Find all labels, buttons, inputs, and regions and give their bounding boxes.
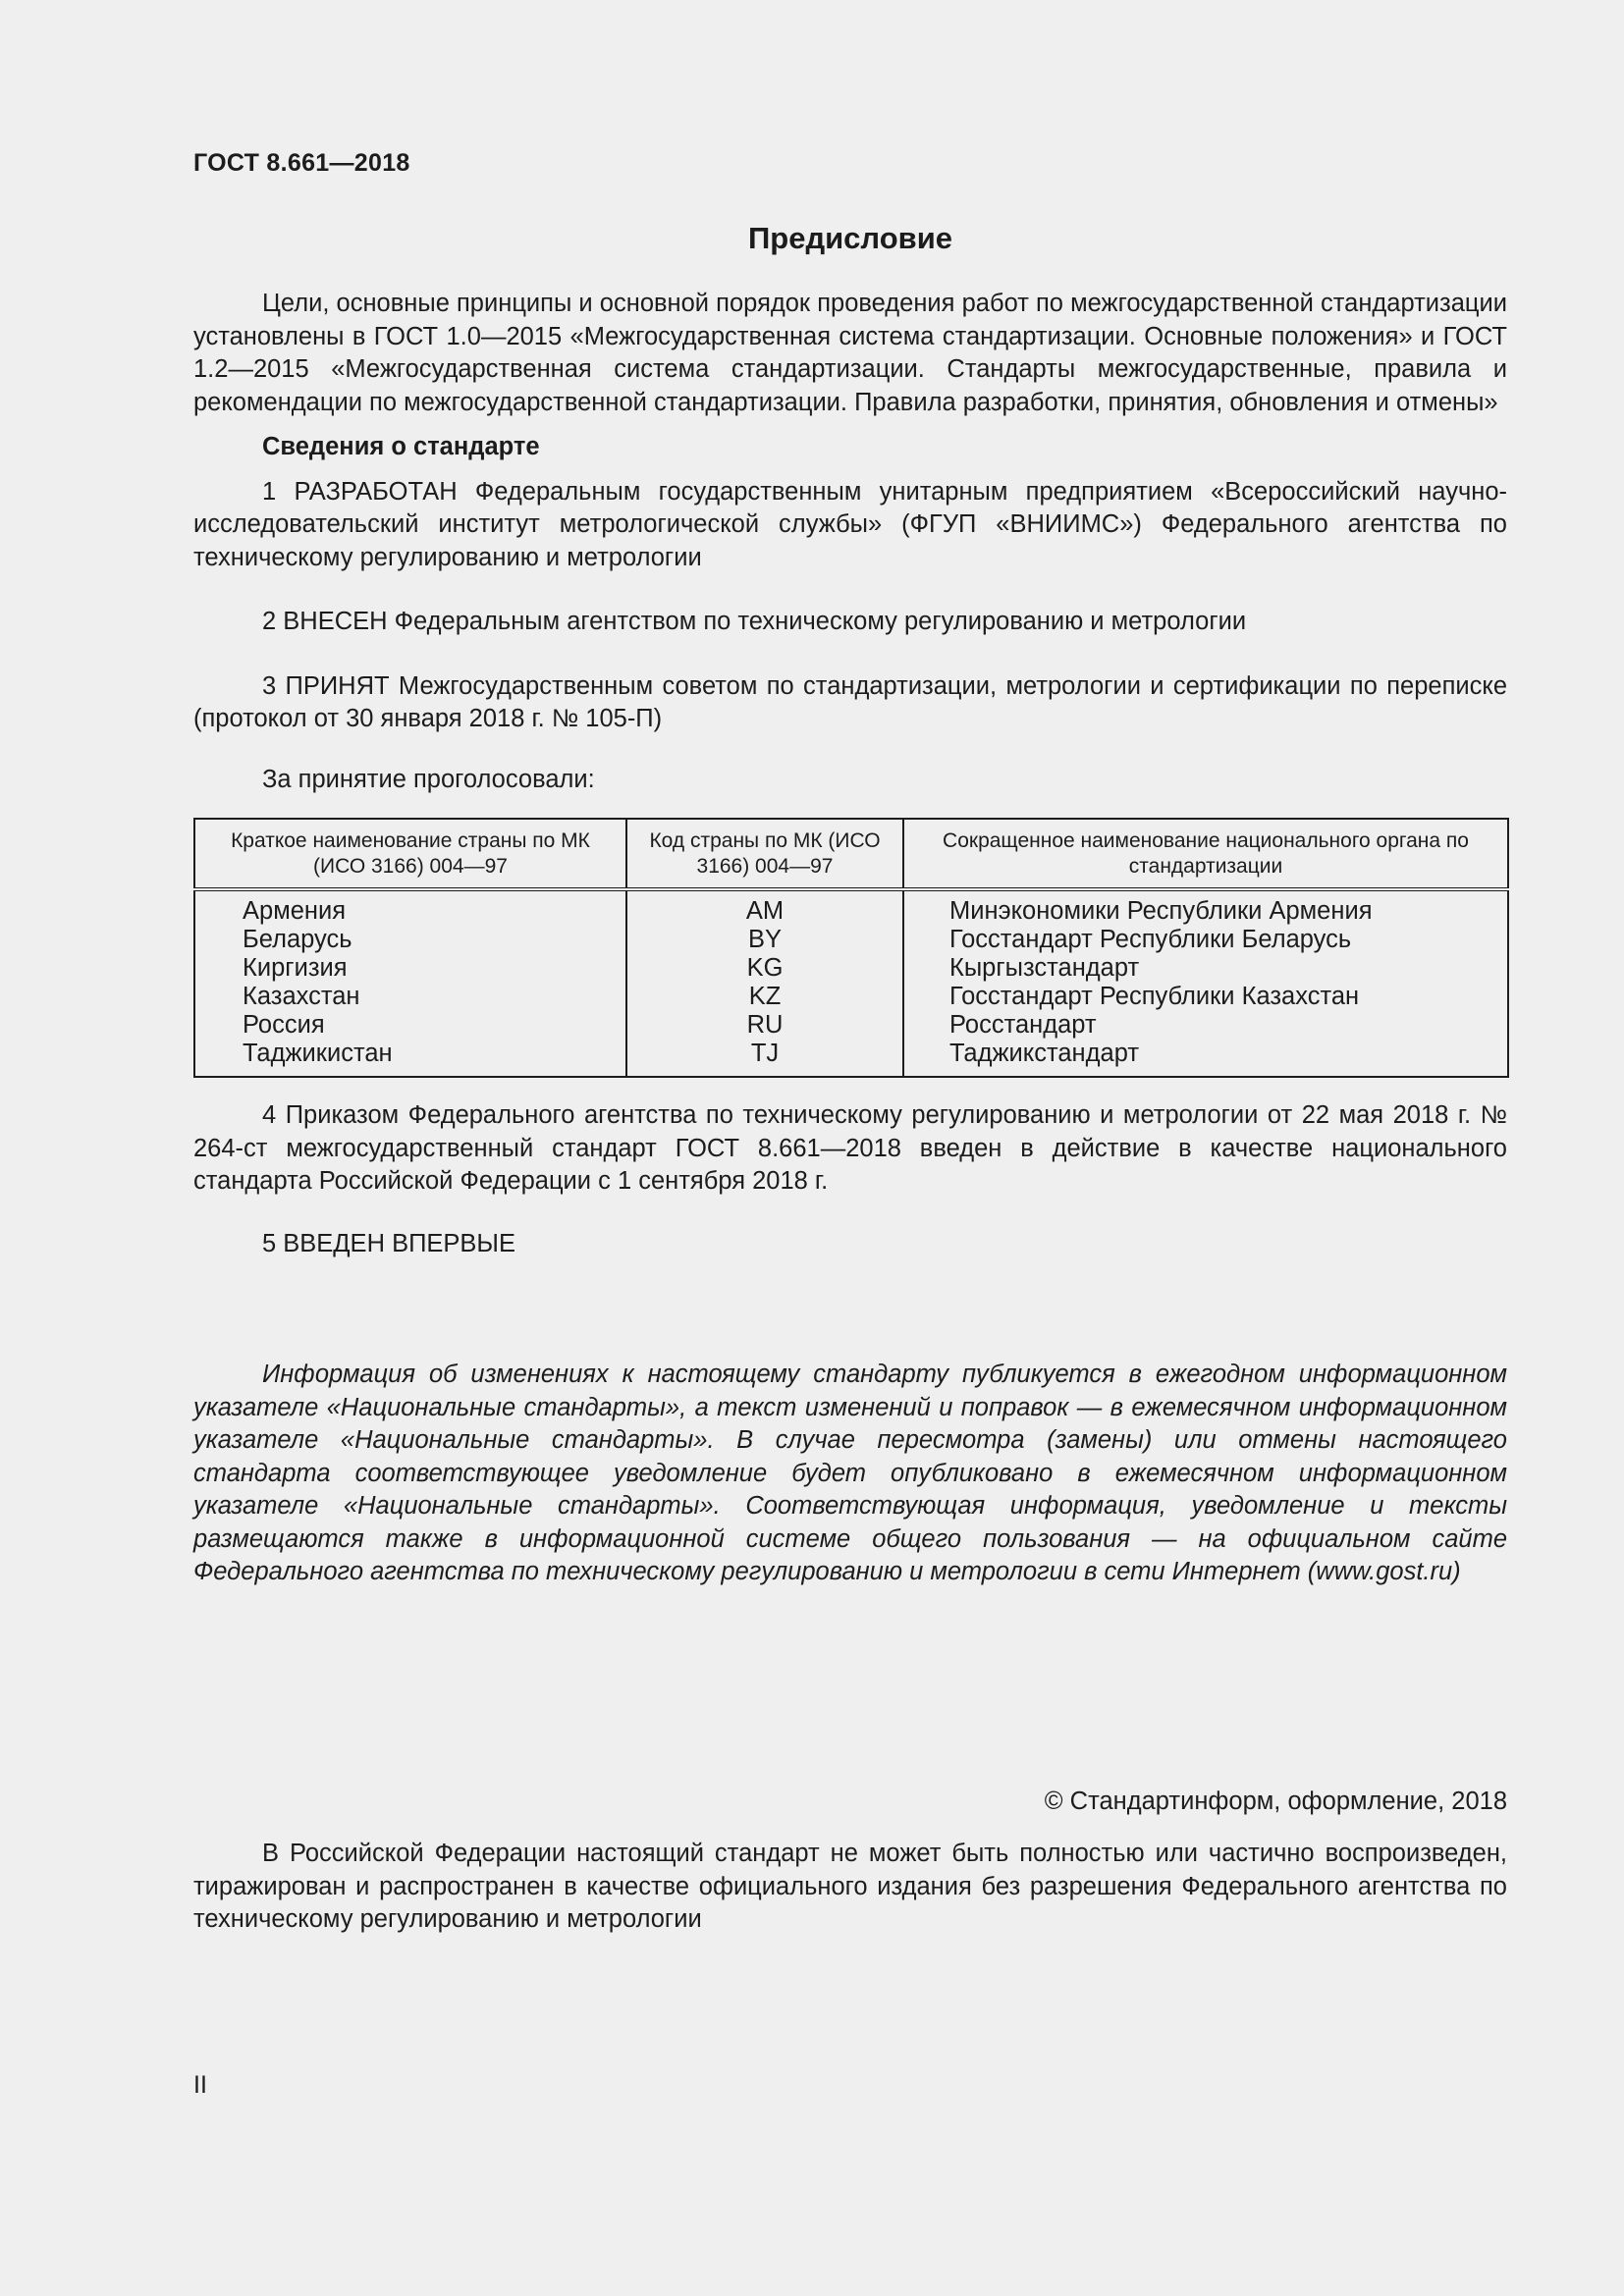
voting-table [193, 818, 1509, 1078]
table-cell-body: Росстандарт [949, 1011, 1097, 1039]
document-header: ГОСТ 8.661—2018 [193, 149, 410, 177]
table-cell-country: Казахстан [243, 983, 360, 1010]
table-body-row [194, 889, 1508, 1077]
page-content [193, 221, 1507, 1937]
intro-paragraph: Цели, основные принципы и основной порядок проведения работ по межгосударственной стандартизации установлены в ГОСТ 1.0—2015 «Межгосударственная система стандартизации. Основные положения» и ГОСТ 1.2—2015 «Межгосударственная система стандартизации. Стандарты межгосударственные, правила и рекомендации по межгосударственной стандартизации. Правила разработки, принятия, обновления и отмены» [193, 290, 1507, 416]
table-header-code: Код страны по МК (ИСО 3166) 004—97 [626, 819, 903, 889]
table-column-country [194, 889, 626, 1077]
table-column-code [626, 889, 903, 1077]
table-cell-code: BY [747, 926, 783, 953]
table-cell-code: TJ [750, 1040, 780, 1067]
page-number: II [193, 2071, 207, 2099]
table-cell-body: Госстандарт Республики Казахстан [949, 983, 1360, 1010]
table-cell-code: KZ [748, 983, 782, 1010]
table-cell-country: Беларусь [243, 926, 352, 953]
table-header-body: Сокращенное наименование национального органа по стандартизации [903, 819, 1508, 889]
table-cell-code: KG [746, 954, 784, 982]
item-5-introduced: 5 ВВЕДЕН ВПЕРВЫЕ [262, 1229, 516, 1257]
table-header-row [194, 819, 1508, 889]
table-cell-country: Армения [243, 897, 347, 925]
table-cell-body: Таджикстандарт [949, 1040, 1140, 1067]
section-heading: Сведения о стандарте [262, 433, 540, 460]
vote-intro: За принятие проголосовали: [262, 765, 595, 793]
legal-notice: В Российской Федерации настоящий стандарт не может быть полностью или частично воспроизведен, тиражирован и распространен в качестве официального издания без разрешения Федерального агентства по техническому регулированию и метрологии [193, 1840, 1507, 1933]
item-3-adopted: 3 ПРИНЯТ Межгосударственным советом по стандартизации, метрологии и сертификации по переписке (протокол от 30 января 2018 г. № 105-П) [193, 671, 1507, 732]
table-cell-body: Госстандарт Республики Беларусь [949, 926, 1352, 953]
table-cell-country: Таджикистан [243, 1040, 393, 1067]
table-cell-country: Россия [243, 1011, 325, 1039]
page-title: Предисловие [747, 221, 952, 255]
table-cell-body: Кыргызстандарт [949, 954, 1140, 982]
item-4-order: 4 Приказом Федерального агентства по техническому регулированию и метрологии от 22 мая 2018 г. № 264-ст межгосударственный стандарт ГОСТ 8.661—2018 введен в действие в качестве национального стандарта Российской Федерации с 1 сентября 2018 г. [193, 1101, 1507, 1195]
copyright-line: © Стандартинформ, оформление, 2018 [1044, 1787, 1507, 1815]
item-2-submitted: 2 ВНЕСЕН Федеральным агентством по техническому регулированию и метрологии [262, 608, 1247, 635]
table-cell-code: RU [746, 1011, 784, 1039]
table-cell-code: AM [745, 897, 785, 925]
table-cell-country: Киргизия [243, 954, 348, 982]
item-1-developed: 1 РАЗРАБОТАН Федеральным государственным унитарным предприятием «Всероссийский научно-исследовательский институт метрологической службы» (ФГУП «ВНИИМС») Федерального агентства по техническому регулированию и метрологии [193, 477, 1507, 571]
changes-info-paragraph: Информация об изменениях к настоящему стандарту публикуется в ежегодном информационном указателе «Национальные стандарты», а текст изменений и поправок — в ежемесячном информационном указателе «Национальные стандарты». В случае пересмотра (замены) или отмены настоящего стандарта соответствующее уведомление будет опубликовано в ежемесячном информационном указателе «Национальные стандарты». Соответствующая информация, уведомление и тексты размещаются также в информационной системе общего пользования — на официальном сайте Федерального агентства по техническому регулированию и метрологии в сети Интернет (www.gost.ru) [193, 1361, 1507, 1585]
table-column-body [903, 889, 1508, 1077]
table-header-country: Краткое наименование страны по МК (ИСО 3166) 004—97 [194, 819, 626, 889]
table-cell-body: Минэкономики Республики Армения [949, 897, 1373, 925]
